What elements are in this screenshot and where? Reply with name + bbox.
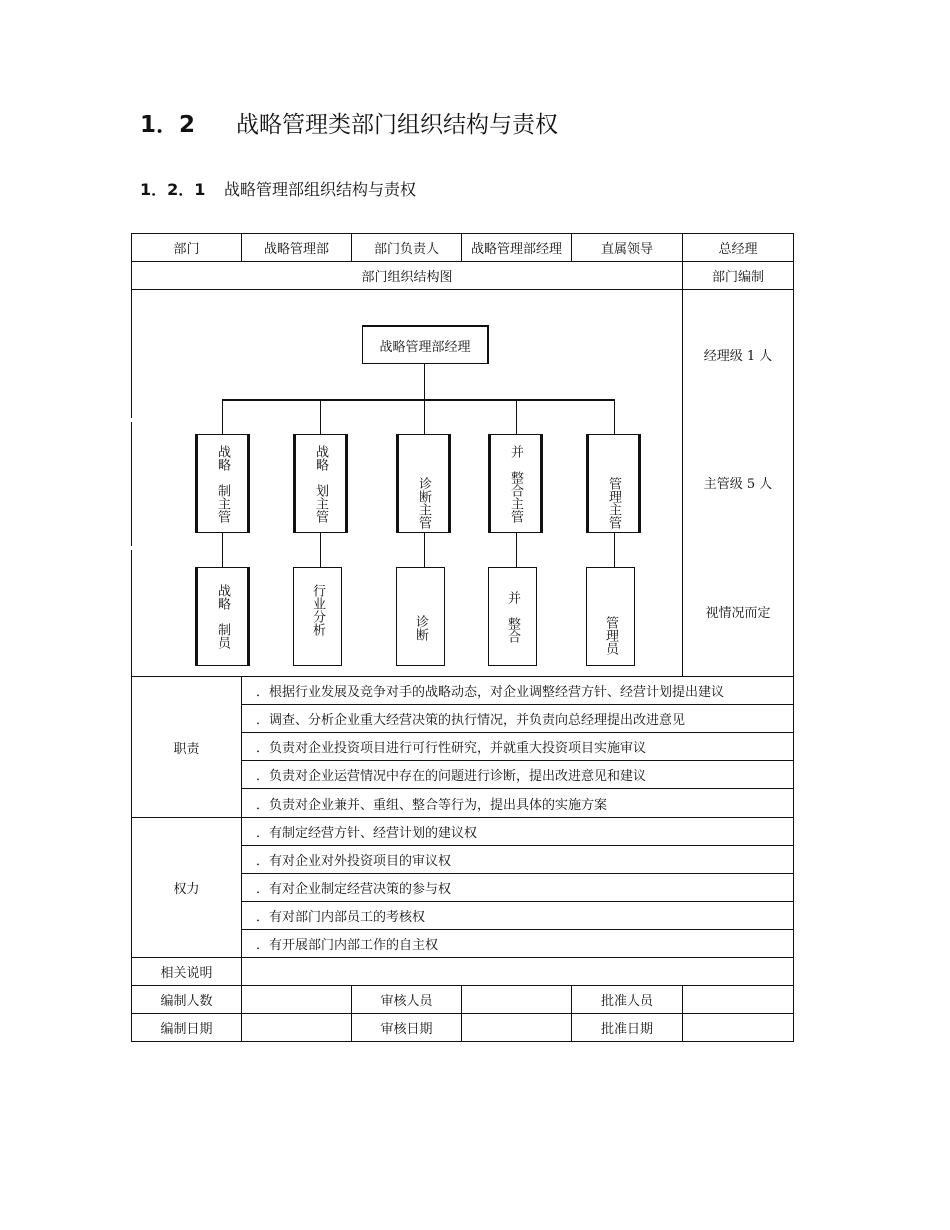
right-item: ．有对企业对外投资项目的审议权 [241, 845, 794, 874]
notes-label: 相关说明 [131, 957, 242, 986]
header-cell: 总经理 [682, 233, 794, 262]
subsection-title: 战略管理部组织结构与责权 [224, 180, 417, 199]
footer-cell: 审核日期 [351, 1013, 462, 1042]
org-node-supervisor [586, 434, 641, 533]
header-cell: 直属领导 [571, 233, 683, 262]
org-node-supervisor [293, 434, 348, 533]
duties-label: 职责 [131, 676, 242, 818]
section-heading [140, 106, 558, 139]
subsection-number: 1．2．1 [140, 180, 206, 199]
connector-line [614, 532, 615, 568]
rights-label: 权力 [131, 817, 242, 958]
footer-cell: 编制日期 [131, 1013, 242, 1042]
org-node-label: 管理主管 [606, 477, 621, 529]
connector-line [516, 532, 517, 568]
connector-line [516, 399, 517, 435]
org-node-label: 战略 制主管 [215, 444, 230, 523]
connector-line [424, 532, 425, 568]
staffing-cell: 经理级 1 人 [682, 289, 794, 418]
footer-cell: 批准日期 [571, 1013, 683, 1042]
footer-cell: 编制人数 [131, 985, 242, 1014]
org-node-staff [488, 567, 537, 666]
right-item: ．有开展部门内部工作的自主权 [241, 929, 794, 958]
org-node-staff [293, 567, 342, 666]
connector-line [320, 532, 321, 568]
subsection-heading [140, 177, 416, 200]
org-node-supervisor [396, 434, 451, 533]
org-node-manager: 战略管理部经理 [362, 325, 489, 364]
footer-cell: 批准人员 [571, 985, 683, 1014]
right-item: ．有对企业制定经营决策的参与权 [241, 873, 794, 902]
org-node-label: 并 整合 [505, 590, 520, 643]
footer-cell [682, 985, 794, 1014]
header-cell: 战略管理部 [241, 233, 352, 262]
org-node-label: 行业分析 [310, 584, 325, 636]
org-node-label: 诊断 [413, 615, 428, 641]
org-chart-title: 部门组织结构图 [131, 261, 683, 290]
org-node-label: 战略 制员 [215, 584, 230, 649]
org-node-staff [195, 567, 250, 666]
org-node-staff [396, 567, 445, 666]
duty-item: ．负责对企业投资项目进行可行性研究，并就重大投资项目实施审议 [241, 732, 794, 761]
org-node-staff [586, 567, 635, 666]
connector-line [614, 399, 615, 435]
footer-cell [241, 1013, 352, 1042]
org-node-supervisor [195, 434, 250, 533]
duty-item: ．调查、分析企业重大经营决策的执行情况，并负责向总经理提出改进意见 [241, 704, 794, 733]
duty-item: ．根据行业发展及竞争对手的战略动态，对企业调整经营方针、经营计划提出建议 [241, 676, 794, 705]
header-cell: 部门负责人 [351, 233, 462, 262]
section-title: 战略管理类部门组织结构与责权 [236, 112, 558, 138]
connector-line [320, 399, 321, 435]
header-cell: 部门 [131, 233, 242, 262]
staffing-title: 部门编制 [682, 261, 794, 290]
connector-line [424, 363, 425, 400]
org-node-label: 诊断主管 [416, 477, 431, 529]
org-node-label: 管理员 [603, 616, 618, 655]
notes-value [241, 957, 794, 986]
section-number: 1．2 [140, 112, 196, 138]
connector-line [222, 399, 223, 435]
duty-item: ．负责对企业运营情况中存在的问题进行诊断，提出改进意见和建议 [241, 760, 794, 789]
connector-line [222, 399, 615, 401]
footer-cell [461, 1013, 572, 1042]
header-cell: 战略管理部经理 [461, 233, 572, 262]
connector-line [222, 532, 223, 568]
footer-cell [241, 985, 352, 1014]
staffing-cell: 主管级 5 人 [682, 418, 794, 547]
right-item: ．有对部门内部员工的考核权 [241, 901, 794, 930]
org-node-label: 战略 划主管 [313, 444, 328, 523]
connector-line [424, 399, 425, 435]
footer-cell: 审核人员 [351, 985, 462, 1014]
org-node-label: 并 整合主管 [508, 444, 523, 523]
footer-cell [682, 1013, 794, 1042]
staffing-cell: 视情况而定 [682, 547, 794, 677]
duty-item: ．负责对企业兼并、重组、整合等行为，提出具体的实施方案 [241, 788, 794, 818]
footer-cell [461, 985, 572, 1014]
org-node-supervisor [488, 434, 543, 533]
right-item: ．有制定经营方针、经营计划的建议权 [241, 817, 794, 846]
